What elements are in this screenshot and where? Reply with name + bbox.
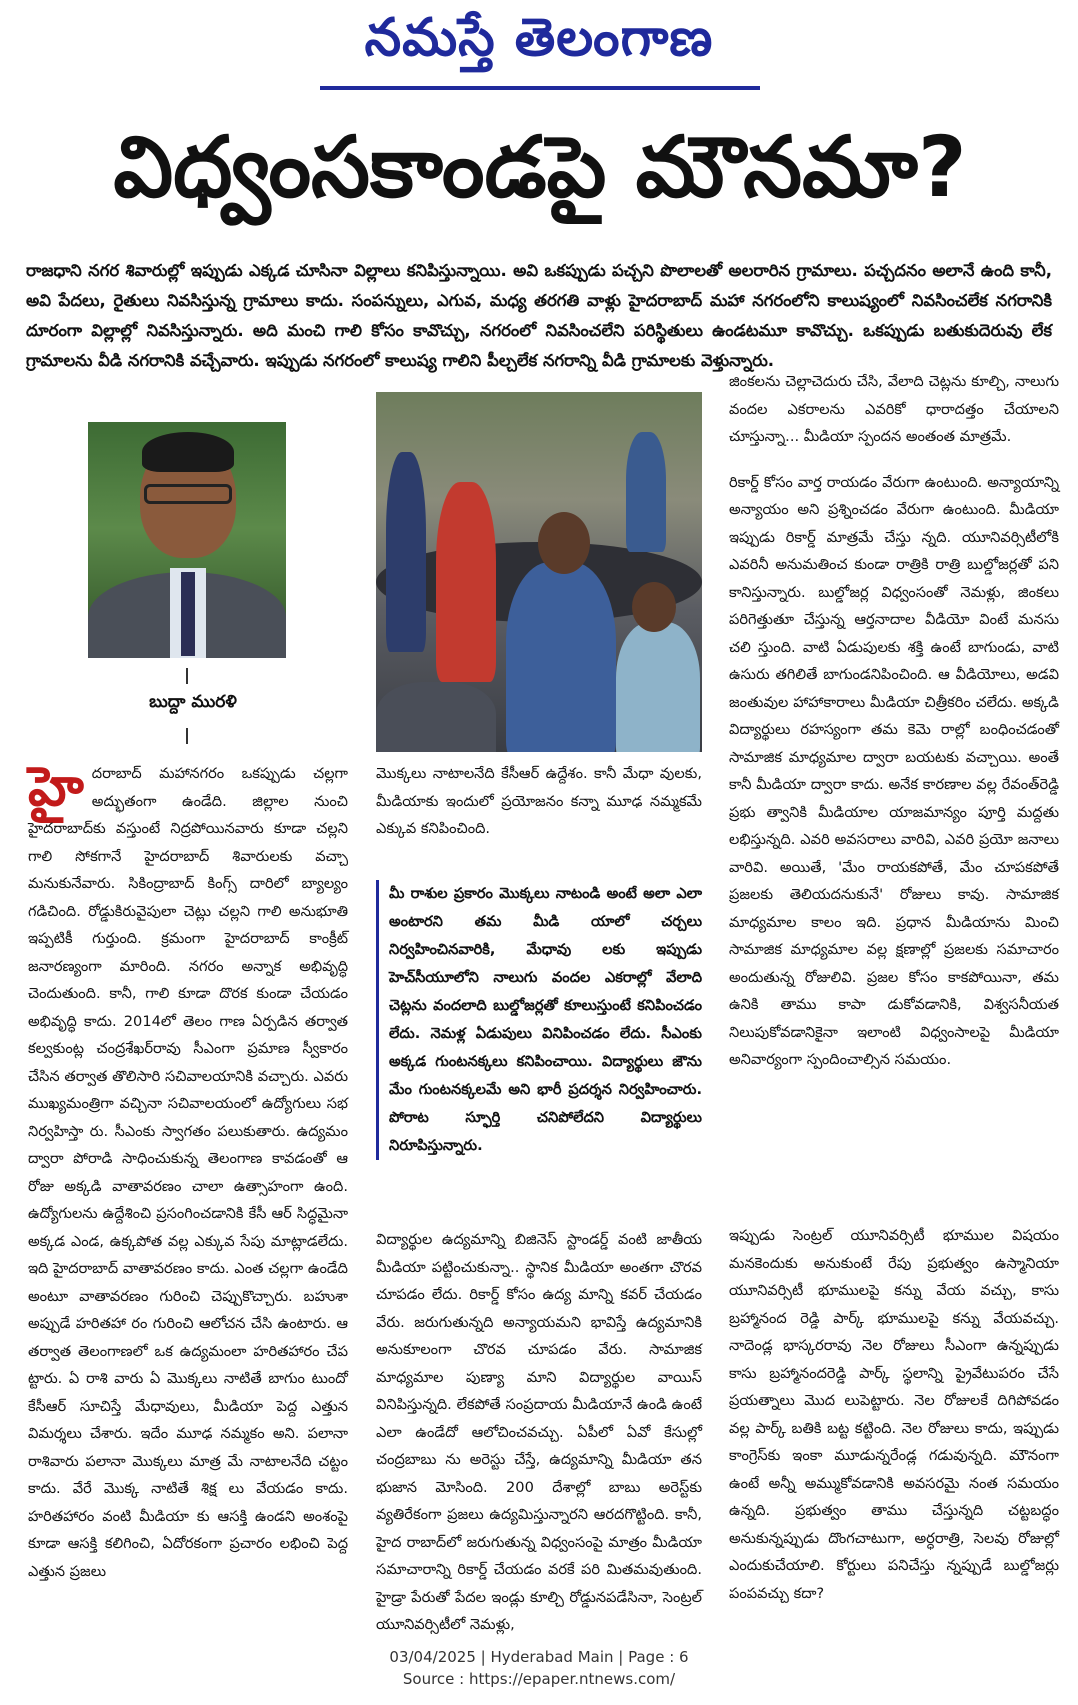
masthead-rule bbox=[320, 86, 760, 90]
masthead: నమస్తే తెలంగాణ bbox=[364, 8, 714, 68]
column-3-paragraph-2: రికార్డ్ కోసం వార్త రాయడం వేరుగా ఉంటుంది. అన్యాయాన్ని అన్యాయం అని ప్రశ్నించడం వేరుగా ఉంటుంది. మీడియా ఇప్పుడు రికార్డ్ మాత్రమే చేస్తు న్నది. యూనివర్సిటీలోకి ఎవరినీ అనుమతించ కుండా రాత్రికి రాత్రి బుల్డోజర్లతో పని కానిస్తున్నారు. బుల్డోజర్ల విధ్వంసంతో నెమళ్లు, జింకలు పరిగెత్తుతూ చేస్తున్న ఆర్తనాదాల వీడియో వింటే మనసు చలి స్తుంది. వాటి ఏడుపులకు శక్తి ఉంటే బాగుండు, వాటి ఉసురు తగిలితే బాగుండనిపించింది. ఆ వీడియోలు, అడవి జంతువుల హాహాకారాలు మీడియా చిత్రీకరిం చలేదు. అక్కడి విద్యార్థులు రహస్యంగా తమ కెమె రాల్లో బంధించడంతో సామాజిక మాధ్యమాల ద్వారా బయటకు వచ్చాయి. అంతే కానీ మీడియా ద్వారా కాదు. అనేక కారణాల వల్ల రేవంత్‌రెడ్డి ప్రభు త్వానికి మీడియాల యాజమాన్యం పూర్తి మద్దతు లభిస్తున్నది. ఎవరి అవసరాలు వారివి, ఎవరి ప్రయో జనాలు వారివి. అయితే, 'మేం రాయకపోతే, మేం చూపకపోతే ప్రజలకు తెలియదనుకునే' రోజులు కావు. సామాజిక మాధ్యమాల కాలం ఇది. ప్రధాన మీడియాను మించి సామాజిక మాధ్యమాల వల్ల క్షణాల్లో ప్రజలకు సమాచారం అందుతున్న రోజులివి. ప్రజల కోసం కాకపోయినా, తమ ఉనికి తాము కాపా డుకోవడానికి, విశ్వసనీయత నిలుపుకోవడానికైనా ఇలాంటి విధ్వంసాలపై మీడియా అనివార్యంగా స్పందించాల్సిన సమయం. bbox=[729, 473, 1059, 1068]
column-3 bbox=[729, 368, 1059, 1074]
byline-bar-top bbox=[186, 668, 188, 684]
column-1-text: దరాబాద్ మహానగరం ఒకప్పుడు చల్లగా అద్భుతంగా ఉండేది. జిల్లాల నుంచి హైదరాబాద్‌కు వస్తుంటే నిద్రపోయినవారు కూడా చల్లని గాలి సోకగానే హైదరాబాద్ శివారులకు వచ్చా మనుకునేవారు. సికింద్రాబాద్ కింగ్స్ దారిలో బ్యాల్యం గడిచింది. రోడ్డుకిరువైపులా చెట్లు చల్లని గాలి అనుభూతి ఇప్పటికీ గుర్తుంది. క్రమంగా హైదరాబాద్ కాంక్రీట్ జనారణ్యంగా మారింది. నగరం అన్నాక అభివృద్ధి చెందుతుంది. కానీ, గాలి కూడా దొరక కుండా చేయడం అభివృద్ధి కాదు. 2014లో తెలం గాణ ఏర్పడిన తర్వాత కల్వకుంట్ల చంద్రశేఖర్‌రావు సీఎంగా ప్రమాణ స్వీకారం చేసిన తర్వాత తొలిసారి సచివాలయానికి వచ్చారు. ఎవరు ముఖ్యమంత్రిగా వచ్చినా సచివాలయంలో ఉద్యోగులు సభ నిర్వహిస్తా రు. సీఎంకు స్వాగతం పలుకుతారు. ఉద్యమం ద్వారా పోరాడి సాధించుకున్న తెలంగాణ కావడంతో ఆ రోజు అక్కడి వాతావరణం చాలా ఉత్సాహంగా ఉంది. ఉద్యోగులను ఉద్దేశించి ప్రసంగించడానికి కేసీ ఆర్ సిద్ధమైనా అక్కడ ఎండ, ఉక్కపోత వల్ల ఎక్కువ సేపు మాట్లాడలేదు. ఇది హైదరాబాద్ వాతావరణం కాదు. ఎంత చల్లగా ఉండేది అంటూ వాతావరణం గురించి చెప్పుకొచ్చారు. బహుశా అప్పుడే హరితహా రం గురించి ఆలోచన చేసి ఉంటారు. ఆ తర్వాత తెలంగాణలో ఒక ఉద్యమంలా హరితహారం చేప ట్టారు. ఏ రాశి వారు ఏ మొక్కలు నాటితే బాగుం టుందో కేసీఆర్ సూచిస్తే మేధావులు, మీడియా పెద్ద ఎత్తున విమర్శలు చేశారు. ఇదేం మూఢ నమ్మకం అని. పలానా రాశివారు పలానా మొక్కలు మాత్ర మే నాటాలనేది చట్టం కాదు. వేరే మొక్క నాటితే శిక్ష లు వేయడం కాదు. హరితహారం వంటి మీడియా కు ఆసక్తి ఉండని అంశంపై కూడా ఆసక్తి కలిగించి, ఏదోరకంగా ప్రచారం లభించి పెద్ద ఎత్తున ప్రజలు bbox=[28, 765, 348, 1580]
author-byline: బుద్దా మురళి bbox=[149, 692, 237, 712]
drop-cap: హై bbox=[28, 755, 84, 818]
column-1 bbox=[28, 755, 348, 1585]
author-portrait bbox=[88, 422, 286, 658]
footer-dateline: 03/04/2025 | Hyderabad Main | Page : 6 bbox=[389, 1648, 689, 1666]
column-2-intro: మొక్కలు నాటాలనేది కేసీఆర్ ఉద్దేశం. కానీ మేధా వులకు, మీడియాకు ఇందులో ప్రయోజనం కన్నా మూఢ నమ్మకమే ఎక్కువ కనిపించింది. bbox=[376, 765, 702, 837]
footer-source: Source : https://epaper.ntnews.com/ bbox=[402, 1670, 676, 1688]
lede-paragraph: రాజధాని నగర శివారుల్లో ఇప్పుడు ఎక్కడ చూసినా విల్లాలు కనిపిస్తున్నాయి. అవి ఒకప్పుడు పచ్చని పొలాలతో అలరారిన గ్రామాలు. పచ్చదనం అలానే ఉంది కానీ, అవి పేదలు, రైతులు నివసిస్తున్న గ్రామాలు కాదు. సంపన్నులు, ఎగువ, మధ్య తరగతి వాళ్లు హైదరాబాద్ మహా నగరంలోని కాలుష్యంలో నివసించలేక నగరానికి దూరంగా విల్లాల్లో నివసిస్తున్నారు. అది మంచి గాలి కోసం కావొచ్చు, నగరంలో నివసించలేని పరిస్థితులు ఉండటమూ కావొచ్చు. ఒకప్పుడు బతుకుదెరువు లేక గ్రామాలను వీడి నగరానికి వచ్చేవారు. ఇప్పుడు నగరంలో కాలుష్య గాలిని పీల్చలేక నగరాన్ని వీడి గ్రామాలకు వెళ్తున్నారు. bbox=[26, 261, 1052, 370]
column-3-paragraph-3: ఇప్పుడు సెంట్రల్ యూనివర్సిటీ భూముల విషయం మనకెందుకు అనుకుంటే రేపు ప్రభుత్వం ఉస్మానియా యూనివర్సిటీ భూములపై కన్ను వేయ వచ్చు, కాసు బ్రహ్మానంద రెడ్డి పార్క్ భూములపై కన్ను వేయవచ్చు. నాదెండ్ల భాస్కరరావు నెల రోజులు సీఎంగా ఉన్నప్పుడు కాసు బ్రహ్మానందరెడ్డి పార్క్ స్థలాన్ని ప్రైవేటుపరం చేసే ప్రయత్నాలు మొద లుపెట్టారు. నెల రోజులకే దిగిపోవడం వల్ల పార్క్ బతికి బట్ట కట్టింది. నెల రోజులు కాదు, ఇప్పుడు కాంగ్రెస్‌కు ఇంకా మూడున్నరేండ్ల గడువున్నది. మౌనంగా ఉంటే అన్నీ అమ్ముకోవడానికి అవసరమై నంత సమయం ఉన్నది. ప్రభుత్వం తాము చేస్తున్నది చట్టబద్ధం అనుకున్నప్పుడు దొంగచాటుగా, అర్ధరాత్రి, సెలవు రోజుల్లో ఎందుకుచేయాలి. కోర్టులు పనిచేస్తు న్నప్పుడే బుల్డోజర్లు పంపవచ్చు కదా? bbox=[729, 1227, 1059, 1602]
column-3-paragraph-1: జింకలను చెల్లాచెదురు చేసి, వేలాది చెట్లను కూల్చి, నాలుగు వందల ఎకరాలను ఎవరికో ధారాదత్తం చేయాలని చూస్తున్నా... మీడియా స్పందన అంతంత మాత్రమే. bbox=[729, 373, 1059, 445]
page-footer bbox=[0, 1646, 1078, 1690]
pull-quote: మీ రాశుల ప్రకారం మొక్కలు నాటండి అంటే అలా ఎలా అంటారని తమ మీడి యాలో చర్చలు నిర్వహించినవారికి, మేధావు లకు ఇప్పుడు హెచ్‌సీయూలోని నాలుగు వందల ఎకరాల్లో వేలాది చెట్లను వందలాది బుల్డోజర్లతో కూలుస్తుంటే కనిపించడం లేదు. నెమళ్ల ఏడుపులు వినిపించడం లేదు. సీఎంకు అక్కడ గుంటనక్కలు కనిపించాయి. విద్యార్థులు జౌను మేం గుంటనక్కలమే అని భారీ ప్రదర్శన నిర్వహించారు. పోరాట స్ఫూర్తి చనిపోలేదని విద్యార్థులు నిరూపిస్తున్నారు. bbox=[376, 880, 702, 1160]
headline: విధ్వంసకాండపై మౌనమా? bbox=[113, 118, 967, 216]
column-2-body: విద్యార్థుల ఉద్యమాన్ని బిజినెస్ స్టాండర్డ్ వంటి జాతీయ మీడియా పట్టించుకున్నా.. స్థానిక మీడియా అంతగా చొరవ చూపడం లేదు. రికార్డ్ కోసం ఉద్య మాన్ని కవర్ చేయడం వేరు. జరుగుతున్నది అన్యాయమని భావిస్తే ఉద్యమానికి అనుకూలంగా చొరవ చూపడం వేరు. సామాజిక మాధ్యమాల పుణ్యా మాని విద్యార్థుల వాయిస్ వినిపిస్తున్నది. లేకపోతే సంప్రదాయ మీడియానే ఉండి ఉంటే ఎలా ఉండేదో ఆలోచించవచ్చు. ఏపీలో ఏవో కేసుల్లో చంద్రబాబు ను అరెస్టు చేస్తే, ఉద్యమాన్ని మీడియా తన భుజాన మోసింది. 200 దేశాల్లో బాబు అరెస్ట్‌కు వ్యతిరేకంగా ప్రజలు ఉద్యమిస్తున్నారని ఆరదగొట్టింది. కానీ, హైద రాబాద్‌లో జరుగుతున్న విధ్వంసంపై మాత్రం మీడియా సమాచారాన్ని రికార్డ్ చేయడం వరకే పరి మితమవుతుంది. హైడ్రా పేరుతో పేదల ఇండ్లు కూల్చి రోడ్డునపడేసినా, సెంట్రల్ యూనివర్సిటీలో నెమళ్లు, bbox=[376, 1231, 702, 1633]
byline-bar-bottom bbox=[186, 728, 188, 744]
protest-photo bbox=[376, 392, 702, 752]
